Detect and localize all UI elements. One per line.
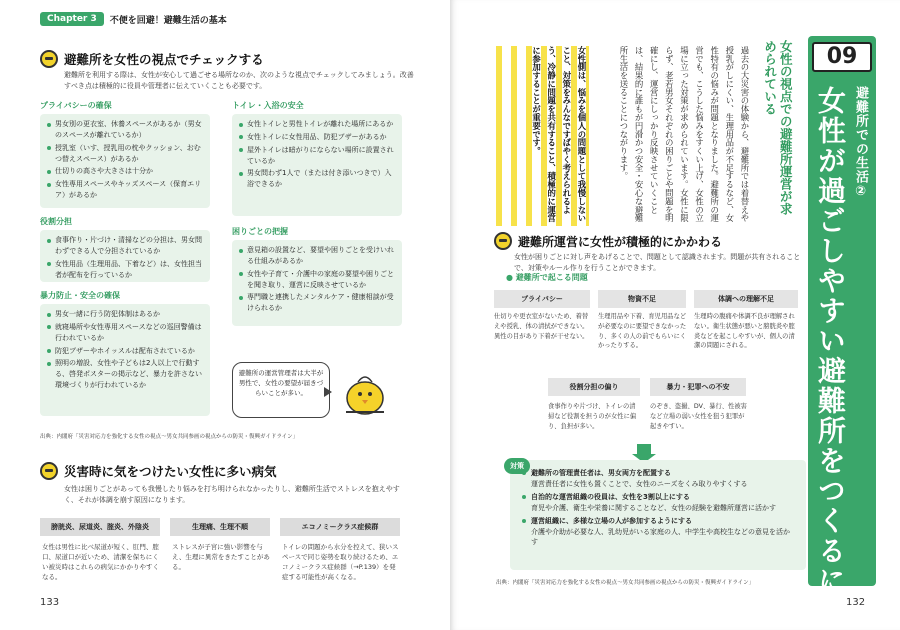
subheading-safety: 暴力防止・安全の確保 xyxy=(40,291,120,300)
section-title: 避難所を女性の視点でチェックする xyxy=(64,52,264,67)
list-item: 屋外トイレは暗がりにならない場所に設置されているか xyxy=(238,145,395,167)
chapter-title: 不便を回避！避難生活の基本 xyxy=(109,15,227,26)
vertical-highlight: 女性側は、悩みを個人の問題として我慢しないこと、対策をみんなですばやく考えられるよう、冷静に問題を共有すること、積極的に運営に参加することが重要です。 xyxy=(487,46,589,226)
measure-text: 育児や介護、衛生や栄養に関することなど、女性の経験を避難所運営に活かす xyxy=(531,503,776,512)
measure-title: 運営組織に、多様な立場の人が参加するようにする xyxy=(531,517,692,525)
problem-head: 体調への理解不足 xyxy=(694,290,798,308)
list-item: 仕切りの高さや大きさは十分か xyxy=(46,166,203,177)
chapter-header xyxy=(40,12,227,26)
list-item: 防犯ブザーやホイッスルは配布されているか xyxy=(46,346,203,357)
page-number: 132 xyxy=(846,597,866,608)
problem-head: 暴力・犯罪への不安 xyxy=(650,378,746,396)
illness-head: エコノミークラス症候群 xyxy=(280,518,400,536)
mascot-mark-icon xyxy=(494,232,512,250)
problem-head: 役割分担の偏り xyxy=(548,378,640,396)
list-item: 男女別の更衣室、休養スペースがあるか（男女のスペースが離れているか） xyxy=(46,119,203,141)
source-note: 出典：内閣府「災害対応力を強化する女性の視点～男女共同参画の視点からの防災・復興ガイドライン」 xyxy=(496,580,755,586)
section-lead: 女性が困りごとに対し声をあげることで、問題として認識されます。問題が共有されることで、対策やルール作りを行うことができます。 xyxy=(514,253,801,272)
subheading-trouble: 困りごとの把握 xyxy=(232,227,288,236)
problem-text: のぞき、盗撮、DV、暴行、性被害など立場の弱い女性を狙う犯罪が起きやすい。 xyxy=(650,403,747,430)
list-item: 女性や子育て・介護中の家庭の要望や困りごとを聞き取り、運営に反映させているか xyxy=(238,269,395,291)
checklist-safety xyxy=(40,304,210,416)
down-arrow-icon xyxy=(637,444,651,454)
list-item: 照明の増設、女性や子どもは2人以上で行動する、啓発ポスターの掲示など、暴力を許さない環境づくりが行われているか xyxy=(46,358,203,391)
measure-item xyxy=(522,516,796,548)
list-item: 専門職と連携したメンタルケア・健康相談が受けられるか xyxy=(238,292,395,314)
section-title: 災害時に気をつけたい女性に多い病気 xyxy=(64,464,277,479)
mascot-mark-icon xyxy=(40,462,58,480)
vertical-heading: 女性の視点での避難所運営が求められている xyxy=(762,40,794,215)
measure-title: 避難所の管理責任者は、男女両方を配置する xyxy=(531,469,671,477)
section-lead: 女性は困りごとがあっても我慢したり悩みを打ち明けられなかったりし、避難所生活でストレスを抱えやすく、それが体調を崩す原因になります。 xyxy=(64,485,400,504)
section-heading-check xyxy=(40,50,264,68)
checklist-toilet xyxy=(232,114,402,216)
subheading-text: 避難所で起こる問題 xyxy=(515,273,588,282)
illness-head: 膀胱炎、尿道炎、腟炎、外陰炎 xyxy=(40,518,160,536)
source-note: 出典：内閣府「災害対応力を強化する女性の視点～男女共同参画の視点からの防災・復興ガイドライン」 xyxy=(40,434,299,440)
measure-item xyxy=(522,492,796,513)
list-item: 女性トイレと男性トイレが離れた場所にあるか xyxy=(238,119,395,130)
list-item: 男女問わず1人で（または付き添いつきで）入浴できるか xyxy=(238,168,395,190)
list-item: 男女一緒に行う防犯体制はあるか xyxy=(46,309,203,320)
list-item: 女性専用スペースやキッズスペース（保育エリア）があるか xyxy=(46,179,203,201)
section-lead: 避難所を利用する際は、女性が安心して過ごせる場所なのか、次のような視点でチェックしてみましょう。改善すべき点は積極的に役員や管理者に伝えていくことも必要です。 xyxy=(64,71,414,90)
list-item: 食事作り・片づけ・清掃などの分担は、男女問わずできる人で分担されているか xyxy=(46,235,203,257)
measures-badge: 対策 xyxy=(504,458,530,474)
problem-head: 物資不足 xyxy=(598,290,686,308)
page-title: 女性が過ごしやすい避難所をつくるには xyxy=(814,86,847,626)
problem-text: 食事作りや片づけ、トイレの清掃など役割を担うのが女性に偏り、負担が多い。 xyxy=(548,403,637,430)
problem-head: プライバシー xyxy=(494,290,590,308)
list-item: 女性用品（生理用品、下着など）は、女性担当者が配布を行っているか xyxy=(46,259,203,281)
measure-item xyxy=(522,468,796,489)
illness-text: トイレの問題から水分を控えて、狭いスペースで同じ姿勢を取り続けるため、エコノミークラス症候群（→P.139）を発症する可能性が高くなる。 xyxy=(282,543,399,582)
page-132 xyxy=(450,0,900,630)
measures-box xyxy=(510,460,806,570)
section-number: 09 xyxy=(812,42,872,72)
chapter-tag: Chapter 3 xyxy=(40,12,104,26)
list-item: 意見箱の設置など、要望や困りごとを受けいれる仕組みがあるか xyxy=(238,245,395,267)
page-number: 133 xyxy=(40,597,60,608)
speech-bubble: 避難所の運営管理者は大半が男性で、女性の要望が届きづらいことが多い。 xyxy=(232,362,330,418)
subheading-roles: 役割分担 xyxy=(40,217,72,226)
measure-title: 自治的な運営組織の役員は、女性を3割以上にする xyxy=(531,493,690,501)
checklist-privacy xyxy=(40,114,210,208)
mascot-mark-icon xyxy=(40,50,58,68)
list-item: 女性トイレに女性用品、防犯ブザーがあるか xyxy=(238,132,395,143)
measure-text: 運営責任者に女性も置くことで、女性のニーズをくみ取りやすくする xyxy=(531,479,748,488)
problem-text: 生理用品や下着、育児用品などが必要なのに要望できなかったり、多くの人の前でもらいにくかったりする。 xyxy=(598,313,687,350)
section-heading-illness xyxy=(40,462,277,480)
illness-head: 生理痛、生理不順 xyxy=(170,518,270,536)
section-heading-participation xyxy=(494,232,722,250)
problem-text: 仕切りや更衣室がないため、着替えや授乳、体の清拭ができない。異性の目があり下着が干せない。 xyxy=(494,313,589,340)
section-title: 避難所運営に女性が積極的にかかわる xyxy=(518,234,723,249)
illness-text: ストレスが子宮に強い影響を与え、生理に異常をきたすことがある。 xyxy=(172,543,270,572)
subheading-privacy: プライバシーの確保 xyxy=(40,101,112,110)
list-item: 就寝場所や女性専用スペースなどの巡回警備は行われているか xyxy=(46,322,203,344)
illness-text: 女性は男性に比べ尿道が短く、肛門、腟口、尿道口が近いため、清潔を保ちにくい被災時はこれらの病気にかかりやすくなる。 xyxy=(42,543,159,582)
list-item: 授乳室（いす、授乳用の枕やクッション、おむつ替えスペース）があるか xyxy=(46,143,203,165)
checklist-trouble xyxy=(232,240,402,326)
problem-text: 生理時の腹痛や体調不良が理解されない。衛生状態が悪いと膀胱炎や腟炎などを起こしやすいが、個人の清潔の問題にされる。 xyxy=(694,313,795,350)
checklist-roles xyxy=(40,230,210,282)
section-subtitle: 避難所での生活② xyxy=(853,86,868,200)
measure-text: 介護や介助が必要な人、乳幼児がいる家庭の人、中学生や高校生などの意見を活かす xyxy=(531,527,790,546)
vertical-body: 過去の大災害の体験から、避難所では着替えや授乳がしにくい、生理用品が不足するなど、女性特有の悩みが問題となりました。避難所の運営でも、こうした悩みをすくい上げ、女性の立場に立った対策が求められています。女性に限らず、老若男女それぞれの困りごとや問題を明確にし、運営にしっかり反映させていくことは、結果的に誰もが円滑かつ安全・安心な避難所生活を送ることにつながります。 xyxy=(619,46,750,223)
subheading-toilet: トイレ・入浴の安全 xyxy=(232,101,304,110)
subheading-problems: ● 避難所で起こる問題 xyxy=(506,273,588,282)
mascot-chick-icon xyxy=(338,370,392,416)
